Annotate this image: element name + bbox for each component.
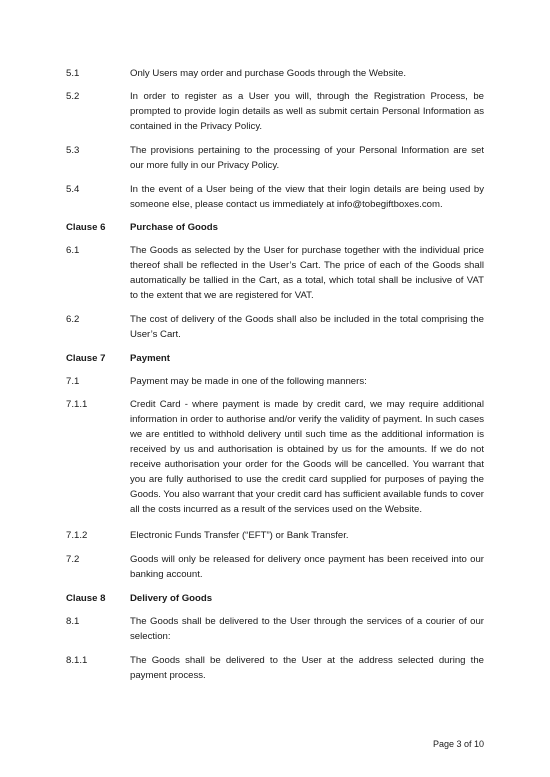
clause-number: 7.1.1 [66, 399, 88, 410]
clause-number: 5.3 [66, 145, 80, 156]
clause-text: Credit Card - where payment is made by credit card, we may require additional information in order to authorise and/or verify the validity of payment. In such cases we are entitled to withhold delivery until such time as the additional information is received by us and authorisation is obtained by us for the amounts. If we do not receive authorisation your order for the Goods will be cancelled. You warrant that you are fully authorised to use the credit card supplied for purposes of paying the Goods. You also warrant that your credit card has sufficient available funds to cover all the costs incurred as a result of the services used on the Website. [130, 399, 484, 515]
clause-text: Electronic Funds Transfer (“EFT”) or Bank Transfer. [130, 530, 349, 541]
clause-text: In the event of a User being of the view that their login details are being used by someone else, please contact us immediately at info@tobegiftboxes.com. [130, 184, 484, 210]
clause-text: The Goods shall be delivered to the User through the services of a courier of our selection: [130, 616, 484, 642]
clause-number: 6.2 [66, 314, 80, 325]
clause-heading-title: Delivery of Goods [130, 593, 213, 604]
clause-heading-number: Clause 7 [66, 353, 106, 364]
clause-heading-number: Clause 6 [66, 222, 106, 233]
clause-number: 5.2 [66, 91, 80, 102]
clause-heading-title: Purchase of Goods [130, 222, 218, 233]
clause-heading-title: Payment [130, 353, 170, 364]
clause-number: 7.1.2 [66, 530, 88, 541]
clause-number: 5.1 [66, 68, 80, 79]
clause-number: 7.1 [66, 376, 80, 387]
page-number: Page 3 of 10 [432, 739, 484, 749]
clause-text: Only Users may order and purchase Goods through the Website. [130, 68, 407, 79]
clause-text: In order to register as a User you will, through the Registration Process, be prompted to provide login details as well as submit certain Personal Information as contained in the Privacy Policy. [130, 91, 484, 132]
clause-text: The provisions pertaining to the processing of your Personal Information are set our more fully in our Privacy Policy. [130, 145, 484, 171]
clause-number: 5.4 [66, 184, 80, 195]
clause-heading-number: Clause 8 [66, 593, 106, 604]
clause-text: Goods will only be released for delivery once payment has been received into our banking account. [130, 554, 484, 580]
clause-text: The Goods as selected by the User for purchase together with the individual price thereof shall be reflected in the User’s Cart. The price of each of the Goods shall automatically be tallied in the Cart, as a total, which total shall be inclusive of VAT to the extent that we are registered for VAT. [130, 245, 484, 301]
clause-number: 6.1 [66, 245, 80, 256]
clause-number: 7.2 [66, 554, 80, 565]
clause-number: 8.1 [66, 616, 80, 627]
clause-text: The cost of delivery of the Goods shall also be included in the total comprising the User’s Cart. [130, 314, 484, 340]
clause-text: The Goods shall be delivered to the User at the address selected during the payment process. [130, 655, 484, 681]
clause-number: 8.1.1 [66, 655, 88, 666]
clause-text: Payment may be made in one of the following manners: [130, 376, 367, 387]
